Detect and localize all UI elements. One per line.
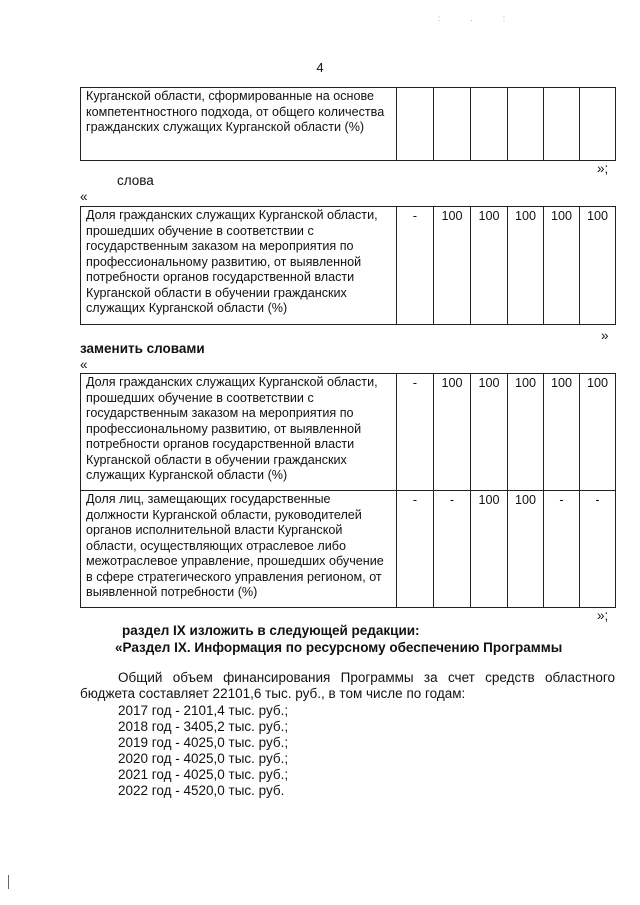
closing-quote-mark: » [601,328,609,343]
table-row [81,88,616,161]
value-cell: - [580,491,616,608]
value-cell [508,88,544,161]
scan-margin-mark [8,875,9,889]
list-item: 2019 год - 4025,0 тыс. руб.; [118,735,289,750]
value-cell [434,88,471,161]
replace-label: заменить словами [80,341,205,356]
indicator-description: Доля лиц, замещающих государственные должности Курганской области, руководителей органов исполнительной власти Курганской области, осуществляющих отраслевое либо межотраслевое управление, прошедших обучение в сфере стратегического управления регионом, от выявленной потребности (%) [81,491,397,608]
value-cell: - [397,491,434,608]
list-item: 2017 год - 2101,4 тыс. руб.; [118,703,289,718]
page-number: 4 [316,60,324,75]
list-item: 2018 год - 3405,2 тыс. руб.; [118,719,289,734]
value-cell: 100 [508,207,544,325]
funding-paragraph-line-2: бюджета составляет 22101,6 тыс. руб., в том числе по годам: [80,686,466,701]
indicator-description: Доля гражданских служащих Курганской области, прошедших обучение в соответствии с государственным заказом на мероприятия по профессиональному развитию, от выявленной потребности органов государственной власти Курганской области в обучении гражданских служащих Курганской области (%) [81,207,397,325]
list-item: 2020 год - 4025,0 тыс. руб.; [118,751,289,766]
value-cell: 100 [434,207,471,325]
value-cell: - [434,491,471,608]
value-cell [580,88,616,161]
opening-quote-mark: « [80,357,88,372]
value-cell: - [397,207,434,325]
value-cell [471,88,508,161]
opening-quote-mark: « [80,189,88,204]
funding-paragraph-line-1: Общий объем финансирования Программы за счет средств областного [118,670,615,685]
value-cell [397,88,434,161]
section-heading: «Раздел IX. Информация по ресурсному обеспечению Программы [115,640,563,655]
section-instruction: раздел IX изложить в следующей редакции: [122,623,420,638]
value-cell: 100 [580,374,616,491]
funding-by-year-list [118,703,288,799]
indicator-table-fragment [80,87,616,161]
value-cell: 100 [580,207,616,325]
word-slova: слова [117,173,154,188]
value-cell: 100 [508,491,544,608]
value-cell: 100 [508,374,544,491]
indicator-description: Курганской области, сформированные на основе компетентностного подхода, от общего количества гражданских служащих Курганской области (%) [81,88,397,161]
scan-artifact: : . : [438,14,520,23]
value-cell: 100 [471,207,508,325]
list-item: 2021 год - 4025,0 тыс. руб.; [118,767,289,782]
value-cell: 100 [471,491,508,608]
value-cell: 100 [471,374,508,491]
table-row [81,374,616,491]
list-item: 2022 год - 4520,0 тыс. руб. [118,783,285,798]
value-cell: 100 [434,374,471,491]
value-cell: 100 [544,374,580,491]
old-indicator-table [80,206,616,325]
value-cell: - [397,374,434,491]
closing-quote-mark: »; [597,161,609,176]
value-cell: 100 [544,207,580,325]
new-indicator-table [80,373,616,608]
table-row [81,491,616,608]
value-cell: - [544,491,580,608]
value-cell [544,88,580,161]
closing-quote-mark: »; [597,608,609,623]
table-row [81,207,616,325]
indicator-description: Доля гражданских служащих Курганской области, прошедших обучение в соответствии с государственным заказом на мероприятия по профессиональному развитию, от выявленной потребности органов государственной власти Курганской области в обучении гражданских служащих Курганской области (%) [81,374,397,491]
